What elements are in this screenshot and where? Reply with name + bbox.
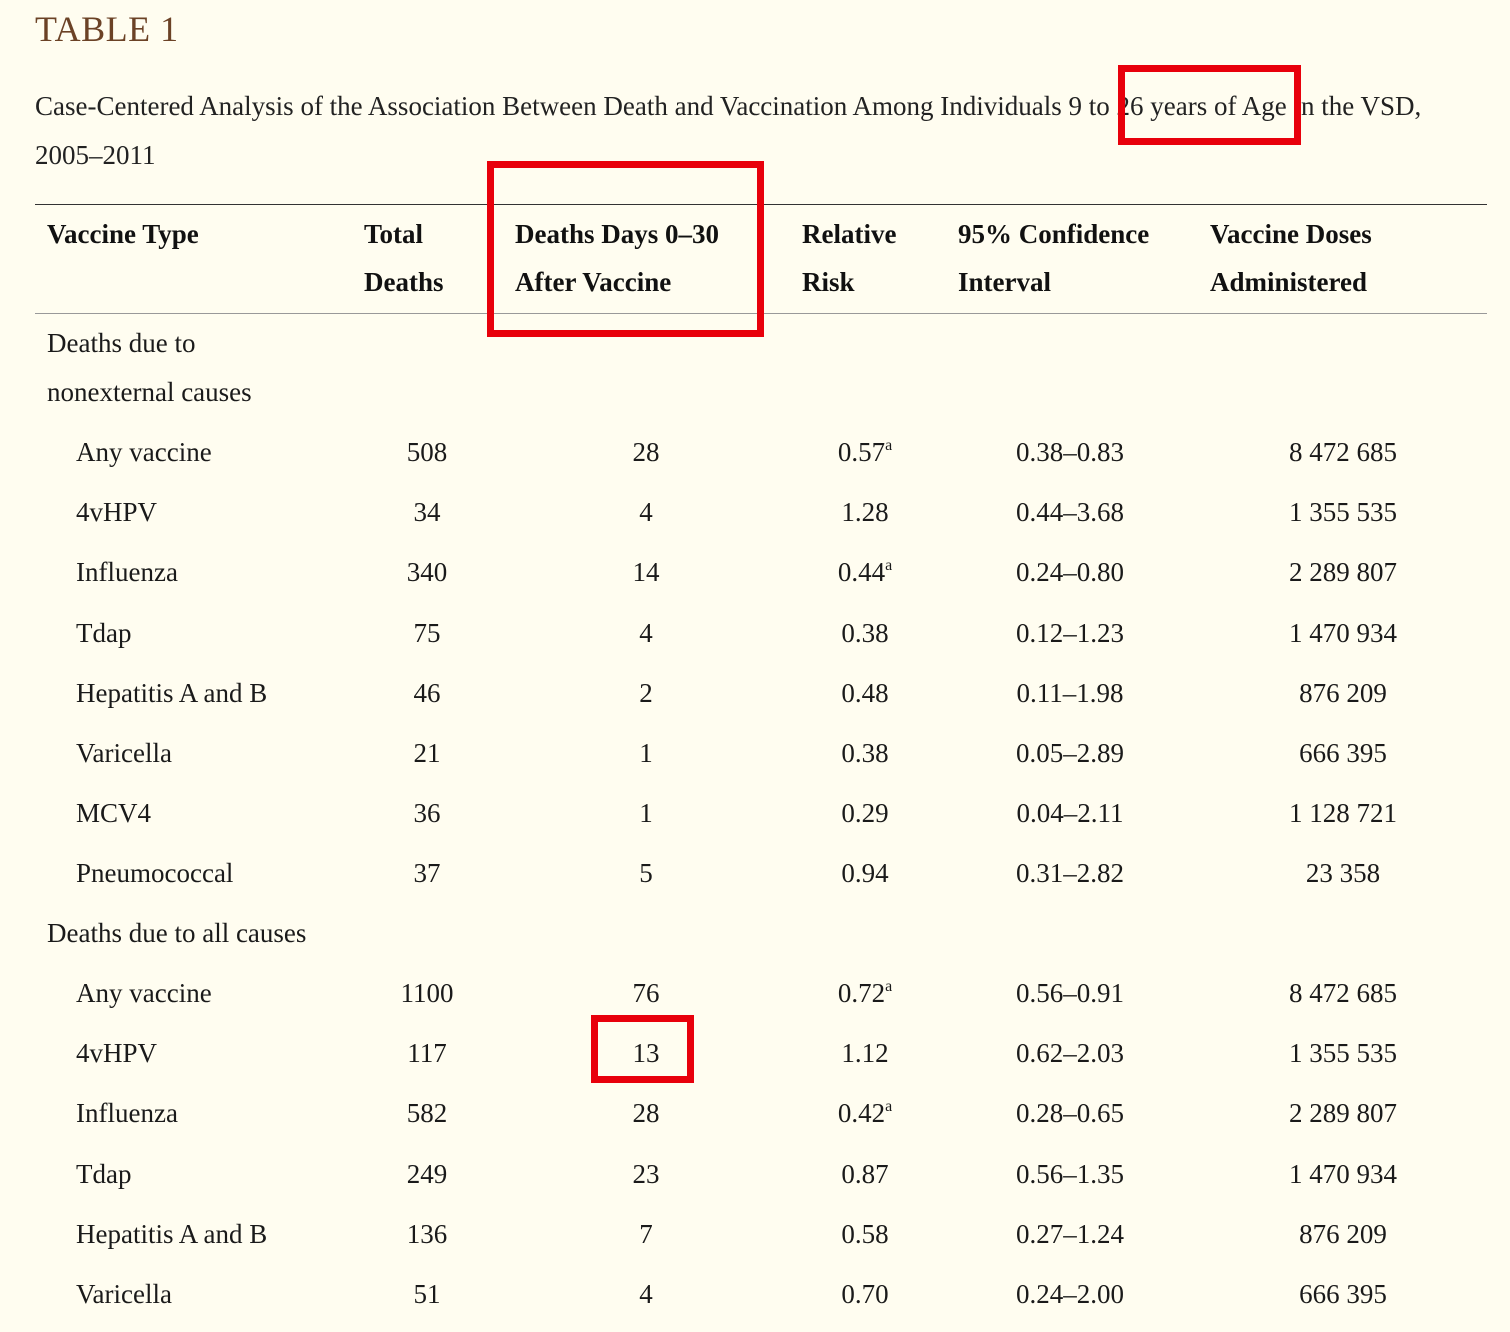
total-deaths-cell: 21 <box>413 738 441 768</box>
table-row <box>0 603 1510 663</box>
total-deaths-cell: 249 <box>406 1158 448 1189</box>
vaccine-doses-cell: 1 355 535 <box>1289 1038 1397 1069</box>
header-top-rule <box>35 204 1487 205</box>
relative-risk-value: 0.87 <box>841 1158 889 1189</box>
table-caption: Case-Centered Analysis of the Association Between Death and Vaccination Among Individuals 9 to 26 years of Age in the VSD, 2005–2011 <box>35 91 1422 170</box>
confidence-interval-cell: 0.56–1.35 <box>1016 1158 1124 1189</box>
relative-risk-cell <box>790 482 940 542</box>
confidence-interval-cell: 0.05–2.89 <box>1016 738 1124 768</box>
total-deaths-cell: 582 <box>406 1098 448 1129</box>
vaccine-type-cell: Varicella <box>76 1279 172 1309</box>
footnote-marker: a <box>885 1098 893 1116</box>
relative-risk-value: 0.42 <box>837 1098 886 1129</box>
table-row <box>0 1204 1510 1264</box>
total-deaths-cell: 340 <box>406 557 448 588</box>
relative-risk-cell <box>790 603 940 663</box>
relative-risk-value: 0.29 <box>841 798 889 829</box>
relative-risk-cell <box>790 1204 940 1264</box>
total-deaths-cell: 51 <box>413 1279 441 1309</box>
relative-risk-value: 0.44 <box>837 557 886 588</box>
confidence-interval-cell: 0.24–0.80 <box>1016 557 1124 588</box>
total-deaths-cell: 46 <box>413 677 441 708</box>
deaths-days-cell: 4 <box>639 497 653 528</box>
table-row <box>0 422 1510 482</box>
table-row <box>0 482 1510 542</box>
deaths-days-cell: 7 <box>639 1218 653 1249</box>
footnote-marker: a <box>885 978 893 995</box>
table-row <box>0 542 1510 602</box>
table-row <box>0 843 1510 903</box>
relative-risk-value: 0.58 <box>841 1218 889 1249</box>
vaccine-type-cell: Hepatitis A and B <box>76 677 268 708</box>
vaccine-type-cell: Influenza <box>76 1098 178 1129</box>
footnote-marker: a <box>885 437 893 454</box>
deaths-days-cell: 4 <box>639 1279 653 1309</box>
deaths-days-cell: 1 <box>639 798 653 829</box>
total-deaths-cell: 34 <box>413 497 441 528</box>
header-vaccine-type: Vaccine Type <box>47 219 199 249</box>
deaths-days-cell: 2 <box>639 677 653 708</box>
vaccine-type-cell: Tdap <box>76 1158 132 1189</box>
vaccine-type-cell: 4vHPV <box>76 1038 158 1069</box>
relative-risk-value: 0.48 <box>841 677 889 708</box>
relative-risk-value: 0.94 <box>841 858 889 889</box>
vaccine-doses-cell: 1 470 934 <box>1289 617 1397 648</box>
table-row <box>0 723 1510 783</box>
vaccine-doses-cell: 876 209 <box>1299 677 1387 708</box>
table-row <box>0 1144 1510 1204</box>
total-deaths-cell: 508 <box>406 437 448 467</box>
vaccine-type-cell: Hepatitis A and B <box>76 1218 268 1249</box>
relative-risk-cell <box>790 723 940 783</box>
vaccine-doses-cell: 666 395 <box>1299 738 1387 768</box>
vaccine-type-cell: Pneumococcal <box>76 858 234 889</box>
vaccine-doses-cell: 1 470 934 <box>1289 1158 1397 1189</box>
relative-risk-cell <box>790 1264 940 1324</box>
confidence-interval-cell: 0.24–2.00 <box>1016 1279 1124 1309</box>
relative-risk-cell <box>790 783 940 843</box>
deaths-days-cell: 4 <box>639 617 653 648</box>
confidence-interval-cell: 0.12–1.23 <box>1016 617 1124 648</box>
deaths-days-cell: 14 <box>632 557 660 588</box>
vaccine-doses-cell: 876 209 <box>1299 1218 1387 1249</box>
total-deaths-cell: 117 <box>407 1038 447 1069</box>
header-relative-risk: Relative Risk <box>802 219 897 297</box>
header-bottom-rule <box>35 313 1487 314</box>
table-row <box>0 1264 1510 1324</box>
total-deaths-cell: 136 <box>406 1218 448 1249</box>
confidence-interval-cell: 0.62–2.03 <box>1016 1038 1124 1069</box>
table-row <box>0 663 1510 723</box>
vaccine-doses-cell: 8 472 685 <box>1289 978 1397 1008</box>
relative-risk-value: 1.28 <box>841 497 889 528</box>
vaccine-doses-cell: 1 128 721 <box>1289 798 1397 829</box>
relative-risk-cell <box>790 963 940 1023</box>
confidence-interval-cell: 0.44–3.68 <box>1016 497 1124 528</box>
deaths-days-cell: 76 <box>632 978 660 1008</box>
vaccine-type-cell: Varicella <box>76 738 172 768</box>
header-deaths-days: Deaths Days 0–30 After Vaccine <box>515 219 720 297</box>
relative-risk-value: 0.70 <box>841 1279 889 1309</box>
confidence-interval-cell: 0.04–2.11 <box>1016 798 1124 829</box>
vaccine-type-cell: Tdap <box>76 617 132 648</box>
deaths-days-cell: 1 <box>639 738 653 768</box>
deaths-days-cell: 5 <box>639 858 653 889</box>
relative-risk-cell <box>790 1144 940 1204</box>
vaccine-type-cell: Influenza <box>76 557 178 588</box>
deaths-days-cell: 23 <box>632 1158 660 1189</box>
table-label: TABLE 1 <box>35 9 179 49</box>
header-confidence-interval: 95% Confidence Interval <box>958 219 1150 297</box>
vaccine-doses-cell: 2 289 807 <box>1289 557 1397 588</box>
confidence-interval-cell: 0.27–1.24 <box>1016 1218 1124 1249</box>
vaccine-type-cell: Any vaccine <box>76 437 212 467</box>
table-row <box>0 963 1510 1023</box>
deaths-days-cell: 28 <box>632 1098 660 1129</box>
confidence-interval-cell: 0.11–1.98 <box>1016 677 1124 708</box>
relative-risk-cell <box>790 422 940 482</box>
vaccine-type-cell: MCV4 <box>76 798 152 829</box>
vaccine-doses-cell: 8 472 685 <box>1289 437 1397 467</box>
vaccine-type-cell: 4vHPV <box>76 497 158 528</box>
relative-risk-cell <box>790 663 940 723</box>
total-deaths-cell: 36 <box>413 798 441 829</box>
total-deaths-cell: 75 <box>413 617 441 648</box>
relative-risk-value: 0.38 <box>841 617 889 648</box>
total-deaths-cell: 37 <box>413 858 441 889</box>
vaccine-type-cell: Any vaccine <box>76 978 212 1008</box>
section-title-nonexternal: Deaths due to nonexternal causes <box>47 328 252 407</box>
header-vaccine-doses: Vaccine Doses Administered <box>1210 219 1372 297</box>
relative-risk-cell <box>790 542 940 602</box>
footnote-marker: a <box>885 557 893 575</box>
confidence-interval-cell: 0.31–2.82 <box>1016 858 1124 889</box>
vaccine-doses-cell: 1 355 535 <box>1289 497 1397 528</box>
table-row <box>0 1083 1510 1143</box>
relative-risk-cell <box>790 843 940 903</box>
confidence-interval-cell: 0.56–0.91 <box>1016 978 1124 1008</box>
section-title-all-causes: Deaths due to all causes <box>47 918 307 948</box>
relative-risk-value: 0.57 <box>837 437 886 467</box>
deaths-days-cell: 28 <box>632 437 660 467</box>
table-row <box>0 783 1510 843</box>
vaccine-doses-cell: 2 289 807 <box>1289 1098 1397 1129</box>
relative-risk-value: 0.72 <box>837 978 886 1008</box>
table-row <box>0 1023 1510 1083</box>
relative-risk-cell <box>790 1023 940 1083</box>
relative-risk-cell <box>790 1083 940 1143</box>
total-deaths-cell: 1100 <box>400 978 454 1008</box>
vaccine-doses-cell: 666 395 <box>1299 1279 1387 1309</box>
header-total-deaths: Total Deaths <box>364 219 444 297</box>
relative-risk-value: 0.38 <box>841 738 889 768</box>
deaths-days-cell: 13 <box>632 1038 660 1069</box>
relative-risk-value: 1.12 <box>841 1038 889 1069</box>
confidence-interval-cell: 0.28–0.65 <box>1016 1098 1124 1129</box>
vaccine-doses-cell: 23 358 <box>1305 858 1381 889</box>
confidence-interval-cell: 0.38–0.83 <box>1016 437 1124 467</box>
